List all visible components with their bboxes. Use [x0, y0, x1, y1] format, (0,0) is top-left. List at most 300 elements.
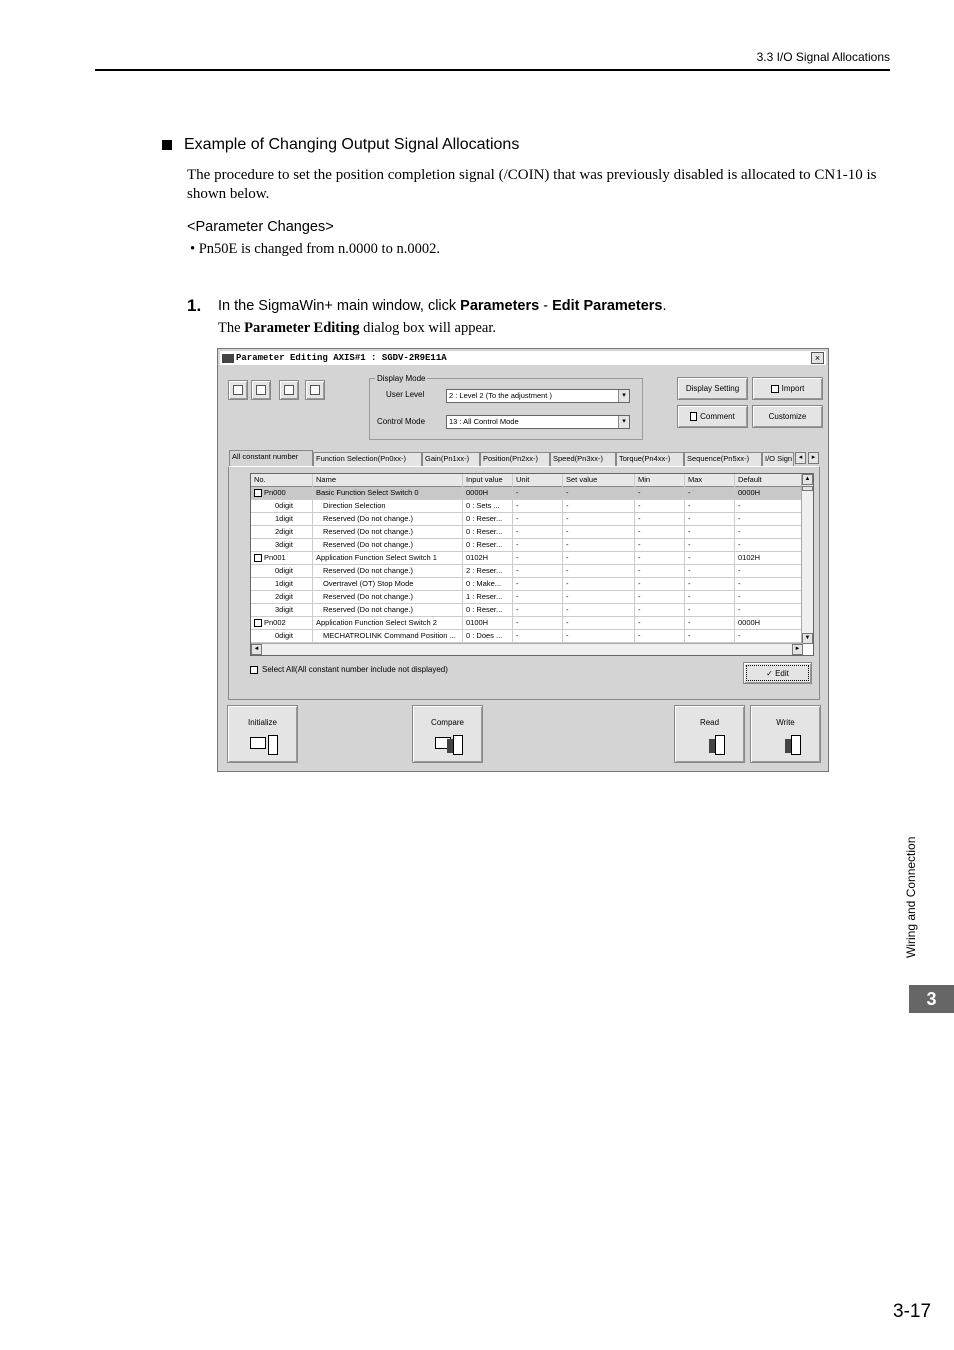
table-cell-set: [563, 604, 635, 617]
control-mode-label: Control Mode: [377, 417, 426, 426]
cell-text: Application Function Select Switch 1: [316, 553, 437, 562]
cell-text: -: [638, 514, 641, 523]
table-row[interactable]: [251, 604, 803, 617]
user-level-label: User Level: [386, 390, 425, 399]
table-header-row: [251, 474, 803, 487]
table-cell-input: [463, 500, 513, 513]
cell-text: -: [566, 566, 569, 575]
cell-text: 0 : Make...: [466, 579, 502, 588]
cell-text: Reserved (Do not change.): [323, 514, 414, 523]
horizontal-scrollbar[interactable]: [251, 643, 803, 655]
cell-text: -: [516, 527, 519, 536]
new-file-icon: [233, 385, 243, 395]
table-cell-input: [463, 617, 513, 630]
header-section-ref: 3.3 I/O Signal Allocations: [756, 50, 890, 64]
table-cell-input: [463, 526, 513, 539]
table-cell-input: [463, 591, 513, 604]
control-mode-value: 13 : All Control Mode: [449, 417, 519, 426]
table-row[interactable]: [251, 565, 803, 578]
cell-text: Reserved (Do not change.): [323, 540, 414, 549]
table-cell-name: [313, 500, 463, 513]
device-shape: [715, 735, 725, 755]
table-cell-min: [635, 539, 685, 552]
table-row[interactable]: [251, 552, 803, 565]
comment-label: Comment: [700, 412, 735, 421]
table-cell-min: [635, 565, 685, 578]
write-button[interactable]: [750, 705, 821, 763]
step-suffix: .: [662, 298, 667, 314]
initialize-button[interactable]: [227, 705, 298, 763]
table-cell-input: [463, 630, 513, 643]
parameter-changes-heading: <Parameter Changes>: [187, 219, 334, 235]
cell-text: 3digit: [275, 540, 293, 549]
cell-text: -: [738, 579, 741, 588]
table-cell-def: [735, 513, 803, 526]
table-cell-input: [463, 487, 513, 500]
save-file-button[interactable]: [279, 380, 299, 400]
table-cell-name: [313, 578, 463, 591]
cell-text: 0000H: [738, 488, 761, 497]
table-cell-max: [685, 539, 735, 552]
cell-text: -: [516, 592, 519, 601]
table-cell-no: [251, 539, 313, 552]
import-label: Import: [781, 384, 805, 393]
dialog-titlebar: [220, 351, 826, 365]
table-cell-max: [685, 617, 735, 630]
cell-text: 1digit: [275, 579, 293, 588]
chevron-down-icon: ▾: [618, 416, 629, 428]
cell-text: 0 : Reser...: [466, 514, 503, 523]
table-cell-unit: [513, 591, 563, 604]
compare-icon: [431, 733, 465, 755]
column-header-set-value[interactable]: Set value: [563, 474, 635, 487]
table-cell-min: [635, 526, 685, 539]
table-cell-max: [685, 630, 735, 643]
table-cell-name: [313, 604, 463, 617]
step-sub-suffix: dialog box will appear.: [359, 320, 496, 336]
cell-text: -: [566, 527, 569, 536]
table-cell-set: [563, 487, 635, 500]
app-icon: [222, 354, 234, 363]
cell-text: -: [738, 527, 741, 536]
cell-text: -: [516, 631, 519, 640]
table-cell-min: [635, 500, 685, 513]
checkbox[interactable]: [250, 666, 258, 674]
cell-text: -: [738, 631, 741, 640]
table-cell-def: [735, 526, 803, 539]
cell-text: Reserved (Do not change.): [323, 592, 414, 601]
table-cell-name: [313, 591, 463, 604]
cell-text: 0102H: [738, 553, 761, 562]
table-cell-max: [685, 500, 735, 513]
compare-label: Compare: [431, 718, 464, 727]
table-cell-min: [635, 604, 685, 617]
table-cell-unit: [513, 552, 563, 565]
vertical-scrollbar[interactable]: [801, 474, 813, 644]
tool-shape: [250, 737, 266, 749]
cell-text: -: [516, 488, 519, 497]
step-sub-prefix: The: [218, 320, 245, 336]
read-label: Read: [699, 718, 720, 727]
scroll-thumb[interactable]: [802, 486, 813, 491]
tab-sequence[interactable]: Sequence(Pn5xx-): [684, 452, 762, 466]
column-header-no[interactable]: No.: [251, 474, 313, 487]
scroll-left-button[interactable]: ◄: [251, 644, 262, 655]
table-cell-unit: [513, 539, 563, 552]
table-cell-name: [313, 617, 463, 630]
read-icon: [693, 733, 727, 755]
cell-text: 1digit: [275, 514, 293, 523]
comment-icon: [690, 412, 697, 421]
chevron-down-icon: ▾: [618, 390, 629, 402]
table-cell-max: [685, 513, 735, 526]
table-cell-set: [563, 617, 635, 630]
device-shape: [268, 735, 278, 755]
table-cell-max: [685, 526, 735, 539]
table-cell-def: [735, 500, 803, 513]
table-cell-unit: [513, 513, 563, 526]
table-cell-no: [251, 604, 313, 617]
table-cell-set: [563, 591, 635, 604]
parameter-changes-item: • Pn50E is changed from n.0000 to n.0002.: [190, 241, 440, 257]
scroll-right-button[interactable]: ►: [792, 644, 803, 655]
tab-speed[interactable]: Speed(Pn3xx-): [550, 452, 616, 466]
table-cell-min: [635, 487, 685, 500]
table-cell-name: [313, 487, 463, 500]
table-cell-name: [313, 526, 463, 539]
cell-text: -: [566, 488, 569, 497]
table-cell-def: [735, 630, 803, 643]
cell-text: Basic Function Select Switch 0: [316, 488, 419, 497]
step-menu-parameters: Parameters: [460, 298, 540, 314]
cell-text: -: [638, 618, 641, 627]
table-cell-no: [251, 565, 313, 578]
customize-label: Customize: [768, 412, 807, 421]
cell-text: Reserved (Do not change.): [323, 527, 414, 536]
column-header-name[interactable]: Name: [313, 474, 463, 487]
square-bullet: [162, 140, 172, 150]
table-cell-name: [313, 513, 463, 526]
cell-text: 2digit: [275, 592, 293, 601]
cell-text: -: [516, 501, 519, 510]
cell-text: -: [638, 553, 641, 562]
cell-text: -: [638, 566, 641, 575]
table-row[interactable]: [251, 630, 803, 643]
table-cell-no: [251, 591, 313, 604]
read-button[interactable]: [674, 705, 745, 763]
select-all-checkbox[interactable]: [250, 665, 448, 674]
import-icon: [771, 385, 779, 393]
cell-text: 0 : Reser...: [466, 605, 503, 614]
control-mode-select[interactable]: [446, 415, 630, 429]
table-cell-set: [563, 552, 635, 565]
table-cell-set: [563, 513, 635, 526]
print-button[interactable]: [305, 380, 325, 400]
table-cell-name: [313, 552, 463, 565]
tab-gain[interactable]: Gain(Pn1xx-): [422, 452, 480, 466]
table-cell-def: [735, 578, 803, 591]
table-cell-max: [685, 487, 735, 500]
cell-text: -: [688, 501, 691, 510]
import-button[interactable]: [752, 377, 823, 400]
table-cell-min: [635, 513, 685, 526]
select-all-label: Select All(All constant number include not displayed): [262, 665, 448, 674]
table-cell-no: [251, 513, 313, 526]
table-cell-set: [563, 526, 635, 539]
cell-text: MECHATROLINK Command Position ...: [323, 631, 456, 640]
cell-text: 0100H: [466, 618, 489, 627]
cell-text: 2 : Reser...: [466, 566, 503, 575]
table-cell-min: [635, 617, 685, 630]
close-button[interactable]: ×: [811, 352, 824, 364]
device-shape: [791, 735, 801, 755]
cell-text: -: [688, 592, 691, 601]
cell-text: -: [638, 605, 641, 614]
compare-button[interactable]: [412, 705, 483, 763]
table-cell-no: [251, 578, 313, 591]
cell-text: Pn000: [264, 488, 286, 497]
cell-text: -: [688, 566, 691, 575]
table-cell-input: [463, 578, 513, 591]
table-cell-no: [251, 487, 313, 500]
table-cell-min: [635, 630, 685, 643]
user-level-select[interactable]: [446, 389, 630, 403]
table-cell-no: [251, 500, 313, 513]
table-row[interactable]: [251, 591, 803, 604]
tab-function-selection[interactable]: Function Selection(Pn0xx-): [313, 452, 422, 466]
cell-text: 0digit: [275, 631, 293, 640]
cell-text: -: [516, 618, 519, 627]
cell-text: -: [566, 501, 569, 510]
table-cell-name: [313, 539, 463, 552]
scroll-up-button[interactable]: ▲: [802, 474, 813, 485]
table-cell-name: [313, 565, 463, 578]
initialize-label: Initialize: [248, 718, 277, 727]
column-header-max[interactable]: Max: [685, 474, 735, 487]
table-cell-input: [463, 539, 513, 552]
table-cell-max: [685, 604, 735, 617]
table-cell-set: [563, 500, 635, 513]
cell-text: 0digit: [275, 566, 293, 575]
table-cell-input: [463, 552, 513, 565]
open-file-button[interactable]: [251, 380, 271, 400]
table-cell-min: [635, 591, 685, 604]
cell-text: -: [566, 592, 569, 601]
cell-text: -: [516, 553, 519, 562]
cell-text: 0 : Reser...: [466, 540, 503, 549]
cell-text: -: [638, 579, 641, 588]
cell-text: -: [638, 527, 641, 536]
cell-text: 0 : Sets ...: [466, 501, 500, 510]
cell-text: 0000H: [466, 488, 489, 497]
tab-position[interactable]: Position(Pn2xx-): [480, 452, 550, 466]
cell-text: 1 : Reser...: [466, 592, 503, 601]
tab-all-constant-number[interactable]: All constant number: [229, 450, 313, 466]
cell-text: 3digit: [275, 605, 293, 614]
column-header-min[interactable]: Min: [635, 474, 685, 487]
page-number: 3-17: [893, 1301, 932, 1322]
tab-strip: [229, 450, 819, 466]
table-cell-unit: [513, 630, 563, 643]
table-row[interactable]: [251, 578, 803, 591]
table-cell-max: [685, 565, 735, 578]
cell-text: -: [638, 488, 641, 497]
table-cell-min: [635, 552, 685, 565]
step-subtext: [218, 320, 496, 337]
cell-text: -: [566, 514, 569, 523]
cell-text: -: [516, 566, 519, 575]
cell-text: Reserved (Do not change.): [323, 605, 414, 614]
table-cell-no: [251, 617, 313, 630]
tab-torque[interactable]: Torque(Pn4xx-): [616, 452, 684, 466]
table-cell-max: [685, 552, 735, 565]
display-mode-group: [369, 374, 643, 440]
row-checkbox[interactable]: [254, 554, 262, 562]
cell-text: -: [688, 618, 691, 627]
cell-text: -: [688, 631, 691, 640]
column-header-default[interactable]: Default: [735, 474, 803, 487]
step-separator: -: [539, 298, 553, 314]
cell-text: -: [566, 618, 569, 627]
table-cell-no: [251, 526, 313, 539]
comment-button[interactable]: [677, 405, 748, 428]
table-row[interactable]: [251, 539, 803, 552]
table-cell-def: [735, 565, 803, 578]
table-cell-def: [735, 539, 803, 552]
display-setting-label: Display Setting: [685, 384, 740, 393]
cell-text: -: [738, 540, 741, 549]
cell-text: -: [688, 488, 691, 497]
cell-text: -: [566, 540, 569, 549]
cell-text: -: [566, 579, 569, 588]
table-row[interactable]: [251, 500, 803, 513]
table-cell-input: [463, 513, 513, 526]
column-header-input-value[interactable]: Input value: [463, 474, 513, 487]
cell-text: -: [516, 514, 519, 523]
cell-text: -: [688, 605, 691, 614]
table-cell-input: [463, 565, 513, 578]
table-cell-min: [635, 578, 685, 591]
edit-button[interactable]: [743, 662, 812, 684]
cell-text: -: [688, 527, 691, 536]
cell-text: -: [516, 605, 519, 614]
row-checkbox[interactable]: [254, 619, 262, 627]
parameter-table: [250, 473, 814, 656]
cell-text: 0 : Does ...: [466, 631, 503, 640]
cell-text: -: [638, 631, 641, 640]
table-cell-set: [563, 630, 635, 643]
cell-text: -: [738, 501, 741, 510]
table-cell-unit: [513, 578, 563, 591]
chapter-number-box: 3: [909, 985, 954, 1013]
table-cell-no: [251, 552, 313, 565]
cell-text: Pn002: [264, 618, 286, 627]
dialog-title: Parameter Editing AXIS#1 : SGDV-2R9E11A: [236, 353, 447, 363]
intro-paragraph: The procedure to set the position completion signal (/COIN) that was previously disabled is allocated to CN1-10 is shown below.: [187, 167, 877, 202]
table-cell-def: [735, 487, 803, 500]
table-row[interactable]: [251, 513, 803, 526]
side-tab-text: Wiring and Connection: [904, 836, 918, 958]
cell-text: 0000H: [738, 618, 761, 627]
table-cell-def: [735, 552, 803, 565]
table-row[interactable]: [251, 487, 803, 500]
cell-text: -: [688, 553, 691, 562]
cell-text: Application Function Select Switch 2: [316, 618, 437, 627]
cell-text: -: [738, 605, 741, 614]
step-sub-bold: Parameter Editing: [244, 320, 360, 336]
section-heading: [162, 136, 519, 154]
cell-text: -: [688, 540, 691, 549]
table-cell-unit: [513, 604, 563, 617]
column-header-unit[interactable]: Unit: [513, 474, 563, 487]
display-mode-label: Display Mode: [377, 374, 426, 383]
table-cell-def: [735, 604, 803, 617]
cell-text: -: [688, 579, 691, 588]
open-file-icon: [256, 385, 266, 395]
initialize-icon: [246, 733, 280, 755]
table-cell-unit: [513, 526, 563, 539]
cell-text: -: [566, 631, 569, 640]
scroll-down-button[interactable]: ▼: [802, 633, 813, 644]
table-cell-max: [685, 591, 735, 604]
write-icon: [769, 733, 803, 755]
cell-text: Pn001: [264, 553, 286, 562]
parameter-editing-dialog: [217, 348, 829, 772]
table-cell-max: [685, 578, 735, 591]
step-number: 1.: [187, 296, 202, 315]
table-cell-set: [563, 539, 635, 552]
table-cell-no: [251, 630, 313, 643]
step-text-prefix: In the SigmaWin+ main window, click: [218, 298, 461, 314]
tab-io-signal[interactable]: I/O Sign: [762, 452, 794, 466]
row-checkbox[interactable]: [254, 489, 262, 497]
cell-text: -: [638, 592, 641, 601]
cell-text: 0 : Reser...: [466, 527, 503, 536]
table-cell-set: [563, 578, 635, 591]
device-shape: [453, 735, 463, 755]
customize-button[interactable]: [752, 405, 823, 428]
table-cell-input: [463, 604, 513, 617]
edit-label: ✓ Edit: [766, 668, 789, 678]
write-label: Write: [776, 718, 795, 727]
tab-scroll-left-button[interactable]: ◂: [795, 452, 806, 464]
header-rule: [95, 69, 890, 71]
cell-text: -: [566, 553, 569, 562]
cell-text: -: [738, 514, 741, 523]
table-row[interactable]: [251, 617, 803, 630]
cell-text: -: [638, 540, 641, 549]
table-cell-unit: [513, 617, 563, 630]
print-icon: [310, 385, 320, 395]
display-setting-button[interactable]: [677, 377, 748, 400]
cell-text: -: [738, 566, 741, 575]
cell-text: 0102H: [466, 553, 489, 562]
new-file-button[interactable]: [228, 380, 248, 400]
table-cell-unit: [513, 487, 563, 500]
cell-text: -: [638, 501, 641, 510]
table-cell-def: [735, 591, 803, 604]
table-cell-set: [563, 565, 635, 578]
table-cell-unit: [513, 565, 563, 578]
cell-text: Overtravel (OT) Stop Mode: [323, 579, 414, 588]
cell-text: 2digit: [275, 527, 293, 536]
user-level-value: 2 : Level 2 (To the adjustment ): [449, 391, 552, 400]
table-cell-def: [735, 617, 803, 630]
step-text: [218, 298, 667, 314]
cell-text: -: [566, 605, 569, 614]
table-row[interactable]: [251, 526, 803, 539]
tab-scroll-right-button[interactable]: ▸: [808, 452, 819, 464]
